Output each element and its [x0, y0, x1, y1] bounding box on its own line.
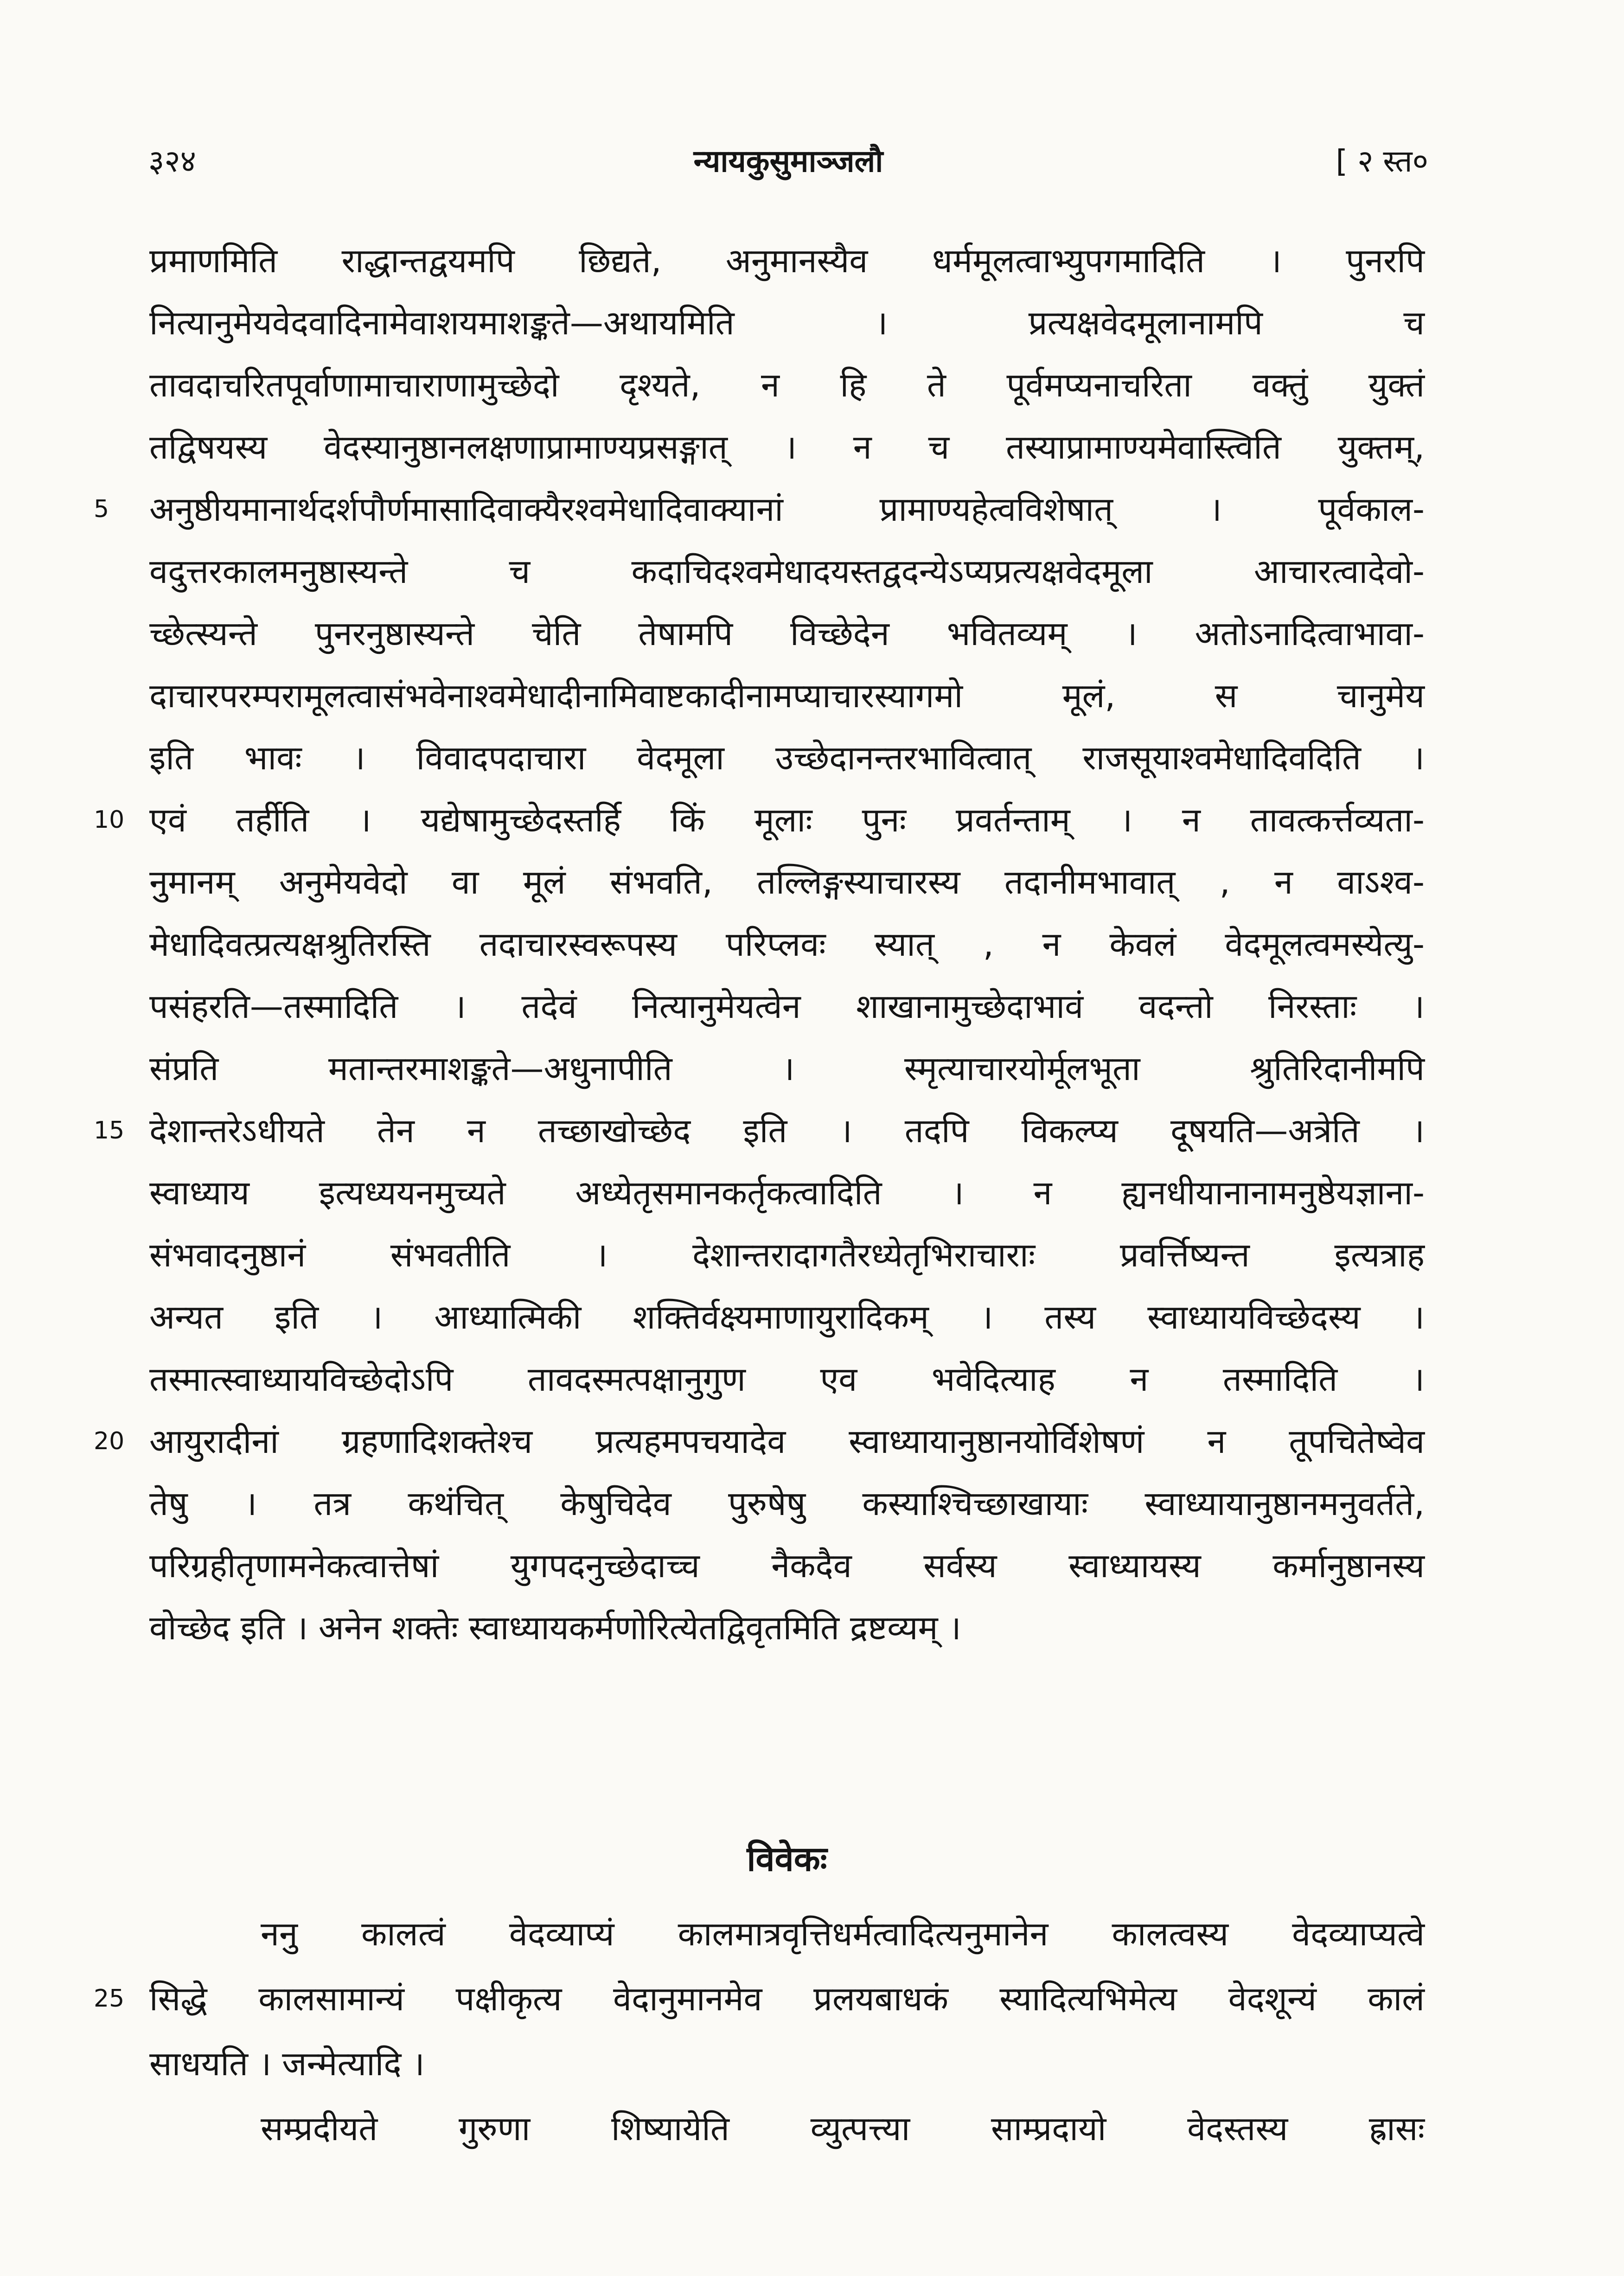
text-line — [149, 913, 1425, 975]
text-line — [149, 602, 1425, 665]
line-text: ननु कालत्वं वेदव्याप्यं कालमात्रवृत्तिधर्मत्वादित्यनुमानेन कालत्वस्य वेदव्याप्यत्वे — [261, 1914, 1425, 1953]
section-marker: [ २ स्त० — [1336, 143, 1428, 179]
text-line — [94, 1966, 1425, 2031]
line-text: तेषु । तत्र कथंचित् केषुचिदेव पुरुषेषु कस्याश्चिच्छाखायाः स्वाध्यायानुष्ठानमनुवर्तते, — [149, 1484, 1425, 1523]
line-number: 15 — [94, 1117, 125, 1144]
line-text: सिद्धे कालसामान्यं पक्षीकृत्य वेदानुमानमेव प्रलयबाधकं स्यादित्यभिमेत्य वेदशून्यं कालं — [149, 1979, 1425, 2018]
line-text: अनुष्ठीयमानार्थदर्शपौर्णमासादिवाक्यैरश्वमेधादिवाक्यानां प्रामाण्यहेत्वविशेषात् । पूर्वकाल- — [149, 490, 1425, 529]
text-line — [149, 230, 1425, 292]
line-text: एवं तर्हीति । यद्येषामुच्छेदस्तर्हि किं मूलाः पुनः प्रवर्तन्ताम् । न तावत्कर्त्तव्यता- — [149, 800, 1425, 839]
text-line — [149, 1162, 1425, 1224]
text-line — [149, 540, 1425, 602]
line-text: च्छेत्स्यन्ते पुनरनुष्ठास्यन्ते चेति तेषामपि विच्छेदेन भवितव्यम् । अतोऽनादित्वाभावा- — [149, 614, 1425, 653]
line-text: तावदाचरितपूर्वाणामाचाराणामुच्छेदो दृश्यते, न हि ते पूर्वमप्यनाचरिता वक्तुं युक्तं — [149, 365, 1425, 404]
text-line — [149, 354, 1425, 416]
text-line — [149, 1597, 1425, 1659]
text-line — [149, 1224, 1425, 1286]
line-number: 25 — [94, 1985, 125, 2013]
line-number: 5 — [94, 495, 109, 523]
text-line — [149, 1534, 1425, 1597]
text-line — [94, 789, 1425, 851]
line-text: दाचारपरम्परामूलत्वासंभवेनाश्वमेधादीनामिवाष्टकादीनामप्याचारस्यागमो मूलं, स चानुमेय — [149, 676, 1425, 715]
text-line — [149, 2031, 1425, 2096]
text-line — [149, 975, 1425, 1037]
line-text: मेधादिवत्प्रत्यक्षश्रुतिरस्ति तदाचारस्वरूपस्य परिप्लवः स्यात् , न केवलं वेदमूलत्वमस्येत्यु- — [149, 925, 1425, 964]
line-text: पसंहरति—तस्मादिति । तदेवं नित्यानुमेयत्वेन शाखानामुच्छेदाभावं वदन्तो निरस्ताः । — [149, 987, 1425, 1026]
vivek-text — [94, 1901, 1425, 2161]
line-text: साधयति । जन्मेत्यादि । — [149, 2044, 425, 2083]
line-text: प्रमाणमिति राद्धान्तद्वयमपि छिद्यते, अनुमानस्यैव धर्ममूलत्वाभ्युपगमादिति । पुनरपि — [149, 241, 1425, 280]
text-line — [149, 1901, 1425, 1966]
line-text: संप्रति मतान्तरमाशङ्कते—अधुनापीति । स्मृत्याचारयोर्मूलभूता श्रुतिरिदानीमपि — [149, 1049, 1425, 1088]
text-line — [149, 1286, 1425, 1348]
text-line — [94, 1410, 1425, 1472]
line-text: इति भावः । विवादपदाचारा वेदमूला उच्छेदानन्तरभावित्वात् राजसूयाश्वमेधादिवदिति । — [149, 738, 1425, 777]
commentary-text — [94, 230, 1425, 1659]
line-text: अन्यत इति । आध्यात्मिकी शक्तिर्वक्ष्यमाणायुरादिकम् । तस्य स्वाध्यायविच्छेदस्य । — [149, 1298, 1425, 1336]
line-text: स्वाध्याय इत्यध्ययनमुच्यते अध्येतृसमानकर्तृकत्वादिति । न ह्यनधीयानानामनुष्ठेयज्ञाना- — [149, 1173, 1425, 1212]
text-line — [149, 1472, 1425, 1534]
line-text: नित्यानुमेयवेदवादिनामेवाशयमाशङ्कते—अथायमिति । प्रत्यक्षवेदमूलानामपि च — [149, 303, 1425, 342]
text-line — [149, 665, 1425, 727]
line-text: परिग्रहीतृणामनेकत्वात्तेषां युगपदनुच्छेदाच्च नैकदैव सर्वस्य स्वाध्यायस्य कर्मानुष्ठानस्य — [149, 1546, 1425, 1585]
line-text: सम्प्रदीयते गुरुणा शिष्यायेति व्युत्पत्त्या साम्प्रदायो वेदस्तस्य ह्रासः — [261, 2109, 1425, 2148]
line-text: वोच्छेद इति । अनेन शक्तेः स्वाध्यायकर्मणोरित्येतद्विवृतमिति द्रष्टव्यम् । — [149, 1608, 961, 1647]
text-line — [149, 416, 1425, 478]
text-line — [149, 851, 1425, 913]
text-line — [94, 1100, 1425, 1162]
line-number: 10 — [94, 806, 125, 834]
text-line — [149, 1348, 1425, 1410]
text-line — [149, 292, 1425, 354]
book-title: न्यायकुसुमाञ्जलौ — [693, 143, 883, 179]
line-text: आयुरादीनां ग्रहणादिशक्तेश्च प्रत्यहमपचयादेव स्वाध्यायानुष्ठानयोर्विशेषणं न तूपचितेष्वेव — [149, 1422, 1425, 1461]
page-number: ३२४ — [148, 143, 196, 179]
text-line — [149, 727, 1425, 789]
section-heading: विवेकः — [747, 1839, 827, 1879]
line-text: तद्विषयस्य वेदस्यानुष्ठानलक्षणाप्रामाण्यप्रसङ्गात् । न च तस्याप्रामाण्यमेवास्त्विति युक्तम्, — [149, 428, 1425, 467]
text-line — [94, 478, 1425, 540]
line-text: वदुत्तरकालमनुष्ठास्यन्ते च कदाचिदश्वमेधादयस्तद्वदन्येऽप्यप्रत्यक्षवेदमूला आचारत्वादेवो- — [149, 552, 1425, 591]
line-number: 20 — [94, 1427, 125, 1455]
line-text: नुमानम् अनुमेयवेदो वा मूलं संभवति, तल्लिङ्गस्याचारस्य तदानीमभावात् , न वाऽश्व- — [149, 863, 1425, 901]
text-line — [149, 1037, 1425, 1100]
line-text: देशान्तरेऽधीयते तेन न तच्छाखोच्छेद इति । तदपि विकल्प्य दूषयति—अत्रेति । — [149, 1111, 1425, 1150]
line-text: संभवादनुष्ठानं संभवतीति । देशान्तरादागतैरध्येतृभिराचाराः प्रवर्त्तिष्यन्त इत्यत्राह — [149, 1235, 1425, 1274]
text-line — [149, 2096, 1425, 2161]
line-text: तस्मात्स्वाध्यायविच्छेदोऽपि तावदस्मत्पक्षानुगुण एव भवेदित्याह न तस्मादिति । — [149, 1360, 1425, 1399]
running-header — [148, 139, 1428, 195]
